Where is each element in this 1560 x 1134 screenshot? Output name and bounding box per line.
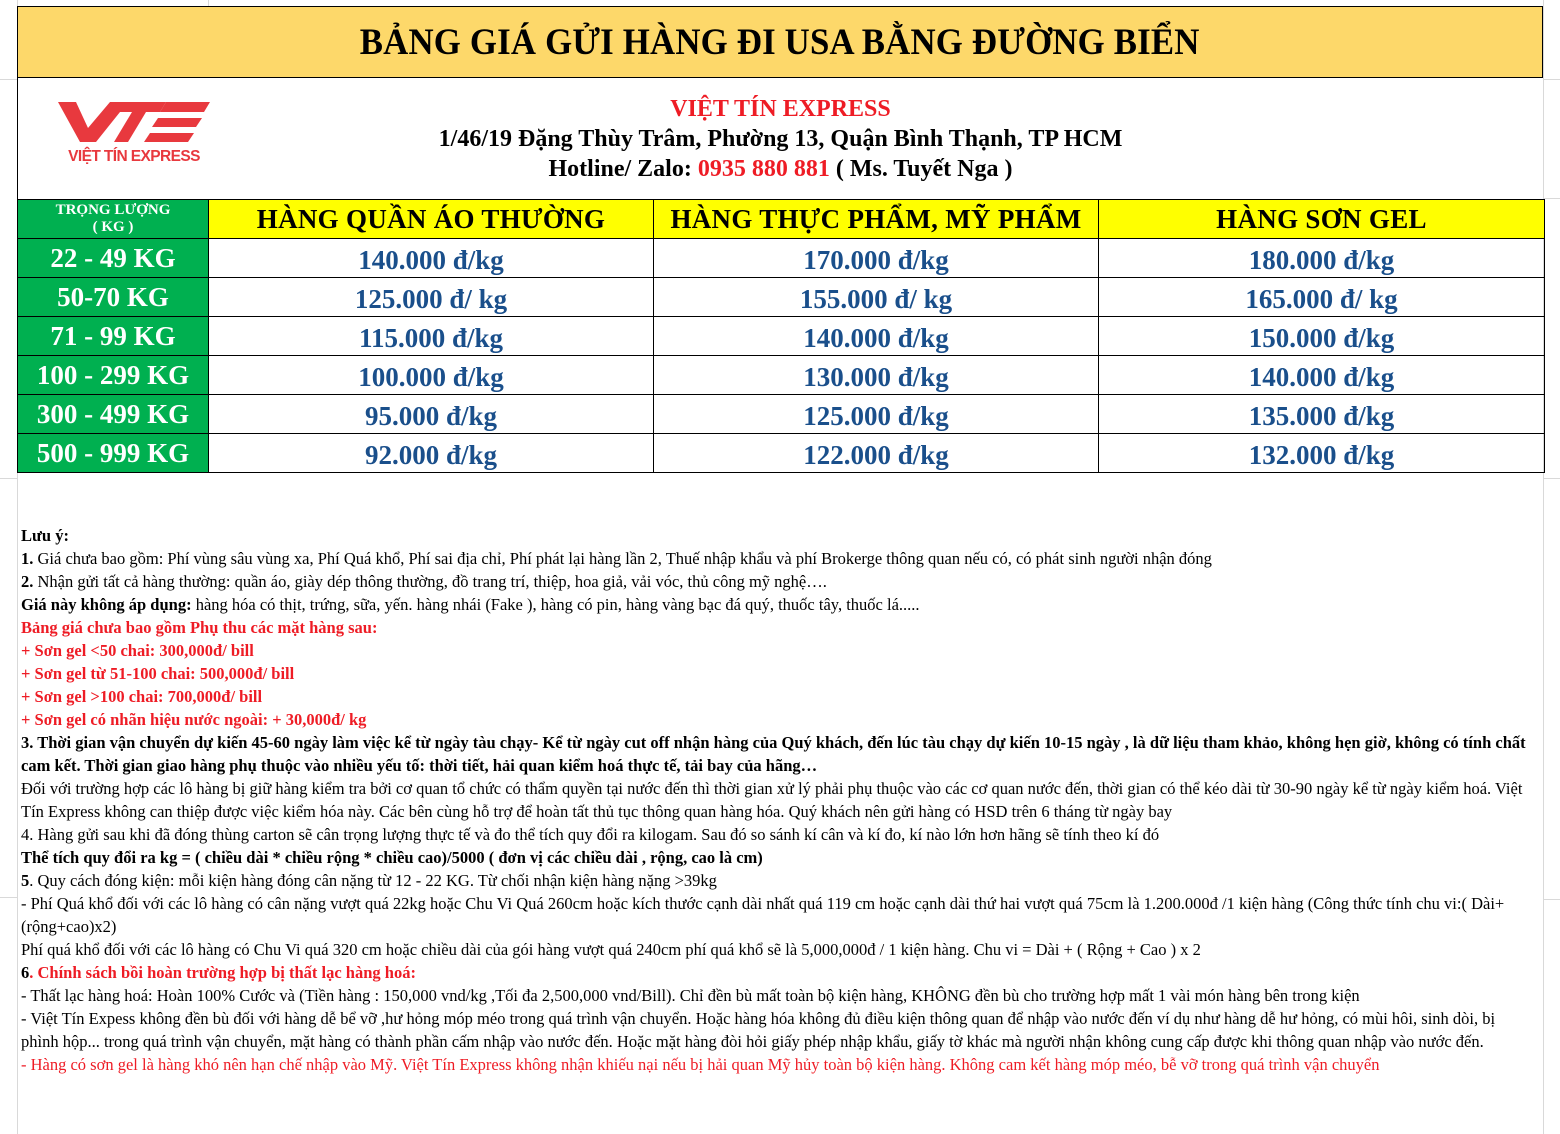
notes-section: [21, 524, 1531, 1076]
gridline: [1543, 899, 1560, 900]
weight-range: 100 - 299 KG: [18, 356, 209, 395]
surcharge-heading: Bảng giá chưa bao gồm Phụ thu các mặt hàng sau:: [21, 618, 378, 637]
table-row: [18, 395, 1545, 434]
gel-warning: - Hàng có sơn gel là hàng khó nên hạn chế nhập vào Mỹ. Việt Tín Express không nhận khiếu nại nếu bị hải quan Mỹ hủy toàn bộ kiện hàng. Không cam kết hàng móp méo, bễ vỡ trong quá trình vận chuyển: [21, 1055, 1380, 1074]
gridline: [0, 79, 17, 80]
note-6: [21, 961, 1531, 984]
price-cell: 135.000 đ/kg: [1099, 395, 1545, 434]
price-table: [17, 199, 1545, 473]
column-header-clothing: HÀNG QUẦN ÁO THƯỜNG: [209, 200, 654, 239]
price-cell: 125.000 đ/ kg: [209, 278, 654, 317]
logo-text: VIỆT TÍN EXPRESS: [68, 148, 200, 165]
weight-header-line2: ( KG ): [92, 219, 134, 235]
price-cell: 165.000 đ/ kg: [1099, 278, 1545, 317]
weight-range: 50-70 KG: [18, 278, 209, 317]
note-1: [21, 547, 1531, 570]
price-cell: 170.000 đ/kg: [654, 239, 1099, 278]
hotline-label: Hotline/ Zalo:: [548, 156, 698, 182]
note-text: Nhận gửi tất cả hàng thường: quần áo, giày dép thông thường, đồ trang trí, thiệp, hoa giả, vải vóc, thủ công mỹ nghệ….: [33, 572, 827, 591]
gridline: [0, 478, 17, 479]
price-cell: 95.000 đ/kg: [209, 395, 654, 434]
weight-range: 500 - 999 KG: [18, 434, 209, 473]
gridline: [1543, 0, 1544, 1134]
note-5: [21, 869, 1531, 892]
price-cell: 100.000 đ/kg: [209, 356, 654, 395]
hotline-number: 0935 880 881: [697, 156, 830, 182]
not-applicable-label: Giá này không áp dụng:: [21, 595, 192, 614]
price-cell: 130.000 đ/kg: [654, 356, 1099, 395]
note-3: 3. Thời gian vận chuyển dự kiến 45-60 ngày làm việc kể từ ngày tàu chạy- Kể từ ngày cut off nhận hàng của Quý khách, đến lúc tàu chạy dự kiến 10-15 ngày , là dữ liệu tham khảo, không hẹn giờ, không có tính chất cam kết. Thời gian giao hàng phụ thuộc vào nhiều yếu tố: thời tiết, hải quan kiểm hoá thực tế, tải bay của hãng…: [21, 733, 1526, 775]
gridline: [0, 897, 17, 898]
weight-range: 300 - 499 KG: [18, 395, 209, 434]
weight-range: 71 - 99 KG: [18, 317, 209, 356]
price-cell: 115.000 đ/kg: [209, 317, 654, 356]
price-cell: 125.000 đ/kg: [654, 395, 1099, 434]
price-cell: 140.000 đ/kg: [209, 239, 654, 278]
company-hotline: [18, 156, 1543, 183]
price-cell: 132.000 đ/kg: [1099, 434, 1545, 473]
surcharge-item: + Sơn gel từ 51-100 chai: 500,000đ/ bill: [21, 664, 295, 683]
price-cell: 122.000 đ/kg: [654, 434, 1099, 473]
table-row: [18, 356, 1545, 395]
column-header-food-cosmetics: HÀNG THỰC PHẨM, MỸ PHẨM: [654, 200, 1099, 239]
note-text: . Chính sách bồi hoàn trường hợp bị thất lạc hàng hoá:: [29, 963, 416, 982]
gridline: [1543, 478, 1560, 479]
note-2: [21, 570, 1531, 593]
hotline-contact: ( Ms. Tuyết Nga ): [829, 156, 1013, 182]
table-row: [18, 317, 1545, 356]
table-row: [18, 278, 1545, 317]
company-name: VIỆT TÍN EXPRESS: [670, 96, 891, 122]
price-cell: 155.000 đ/ kg: [654, 278, 1099, 317]
company-header: [17, 78, 1543, 199]
price-cell: 92.000 đ/kg: [209, 434, 654, 473]
surcharge-item: + Sơn gel <50 chai: 300,000đ/ bill: [21, 641, 254, 660]
note-number: 6: [21, 963, 30, 982]
gridline: [1543, 198, 1560, 199]
note-text: . Quy cách đóng kiện: mỗi kiện hàng đóng cân nặng từ 12 - 22 KG. Từ chối nhận kiện hàng nặng >39kg: [29, 871, 717, 890]
weight-column-header: [18, 200, 209, 239]
page-title-bar: [17, 6, 1543, 78]
table-row: [18, 239, 1545, 278]
price-cell: 150.000 đ/kg: [1099, 317, 1545, 356]
gridline: [1543, 79, 1560, 80]
oversize-fee-1: - Phí Quá khổ đối với các lô hàng có cân nặng vượt quá 22kg hoặc Chu Vi Quá 260cm hoặc kích thước cạnh dài nhất quá 119 cm hoặc cạnh dài thứ hai vượt quá 75cm là 1.200.000đ /1 kiện hàng (Công thức tính chu vi:( Dài+(rộng+cao)x2): [21, 894, 1505, 936]
weight-range: 22 - 49 KG: [18, 239, 209, 278]
not-applicable-text: hàng hóa có thịt, trứng, sữa, yến. hàng nhái (Fake ), hàng có pin, hàng vàng bạc đá quý, thuốc tây, thuốc lá.....: [191, 595, 920, 614]
volume-formula: Thể tích quy đổi ra kg = ( chiều dài * chiều rộng * chiều cao)/5000 ( đơn vị các chiều dài , rộng, cao là cm): [21, 848, 763, 867]
company-address: 1/46/19 Đặng Thùy Trâm, Phường 13, Quận Bình Thạnh, TP HCM: [438, 126, 1123, 152]
column-header-gel-polish: HÀNG SƠN GEL: [1099, 200, 1545, 239]
price-cell: 180.000 đ/kg: [1099, 239, 1545, 278]
price-cell: 140.000 đ/kg: [654, 317, 1099, 356]
note-4: 4. Hàng gửi sau khi đã đóng thùng carton sẽ cân trọng lượng thực tế và đo thể tích quy đổi ra kilogam. Sau đó so sánh kí cân và kí đo, kí nào lớn hơn hãng sẽ tính theo kí đó: [21, 825, 1160, 844]
price-table-header: [18, 200, 1545, 239]
note-3-detail: Đối với trường hợp các lô hàng bị giữ hàng kiểm tra bởi cơ quan tổ chức có thẩm quyền tại nước đến thì thời gian xử lý phải phụ thuộc vào các cơ quan nước đến, thời gian có thể kéo dài từ 30-90 ngày kể từ ngày kiểm hoá. Việt Tín Express không can thiệp được việc kiểm hóa này. Các bên cùng hỗ trợ để hoàn tất thủ tục thông quan hàng hóa. Quý khách nên gửi hàng có HSD trên 6 tháng từ ngày bay: [21, 779, 1523, 821]
table-row: [18, 434, 1545, 473]
note-number: 1.: [21, 549, 34, 568]
oversize-fee-2: Phí quá khổ đối với các lô hàng có Chu Vi quá 320 cm hoặc chiều dài của gói hàng vượt quá 240cm phí quá khổ sẽ là 5,000,000đ / 1 kiện hàng. Chu vi = Dài + ( Rộng + Cao ) x 2: [21, 940, 1201, 959]
lost-goods-1: - Thất lạc hàng hoá: Hoàn 100% Cước và (Tiền hàng : 150,000 vnd/kg ,Tối đa 2,500,000 vnd/Bill). Chỉ đền bù mất toàn bộ kiện hàng, KHÔNG đền bù cho trường hợp mất 1 vài món hàng bên trong kiện: [21, 986, 1360, 1005]
surcharge-item: + Sơn gel có nhãn hiệu nước ngoài: + 30,000đ/ kg: [21, 710, 367, 729]
note-text: Giá chưa bao gồm: Phí vùng sâu vùng xa, Phí Quá khổ, Phí sai địa chỉ, Phí phát lại hàng lần 2, Thuế nhập khẩu và phí Brokerge thông quan nếu có, có phát sinh người nhận đóng: [33, 549, 1212, 568]
note-number: 5: [21, 871, 30, 890]
price-cell: 140.000 đ/kg: [1099, 356, 1545, 395]
note-number: 2.: [21, 572, 34, 591]
lost-goods-2: - Việt Tín Expess không đền bù đối với hàng dễ bể vỡ ,hư hỏng móp méo trong quá trình vận chuyển. Hoặc hàng hóa không đủ điều kiện thông quan để nhập vào nước đến ví dụ như hàng dễ hư hỏng, có mùi hôi, sinh dòi, bị phình hộp... trong quá trình vận chuyển, mặt hàng có thành phần cấm nhập vào nước đến. Hoặc mặt hàng đòi hỏi giấy phép nhập khẩu, giấy tờ khác mà người nhận không cung cấp được khi thông quan nhập vào nước đến.: [21, 1009, 1496, 1051]
notes-heading: Lưu ý:: [21, 526, 69, 545]
surcharge-item: + Sơn gel >100 chai: 700,000đ/ bill: [21, 687, 263, 706]
weight-header-line1: TRỌNG LƯỢNG: [55, 202, 171, 218]
not-applicable-note: [21, 593, 1531, 616]
page-title: BẢNG GIÁ GỬI HÀNG ĐI USA BẰNG ĐƯỜNG BIỂN: [360, 21, 1200, 63]
